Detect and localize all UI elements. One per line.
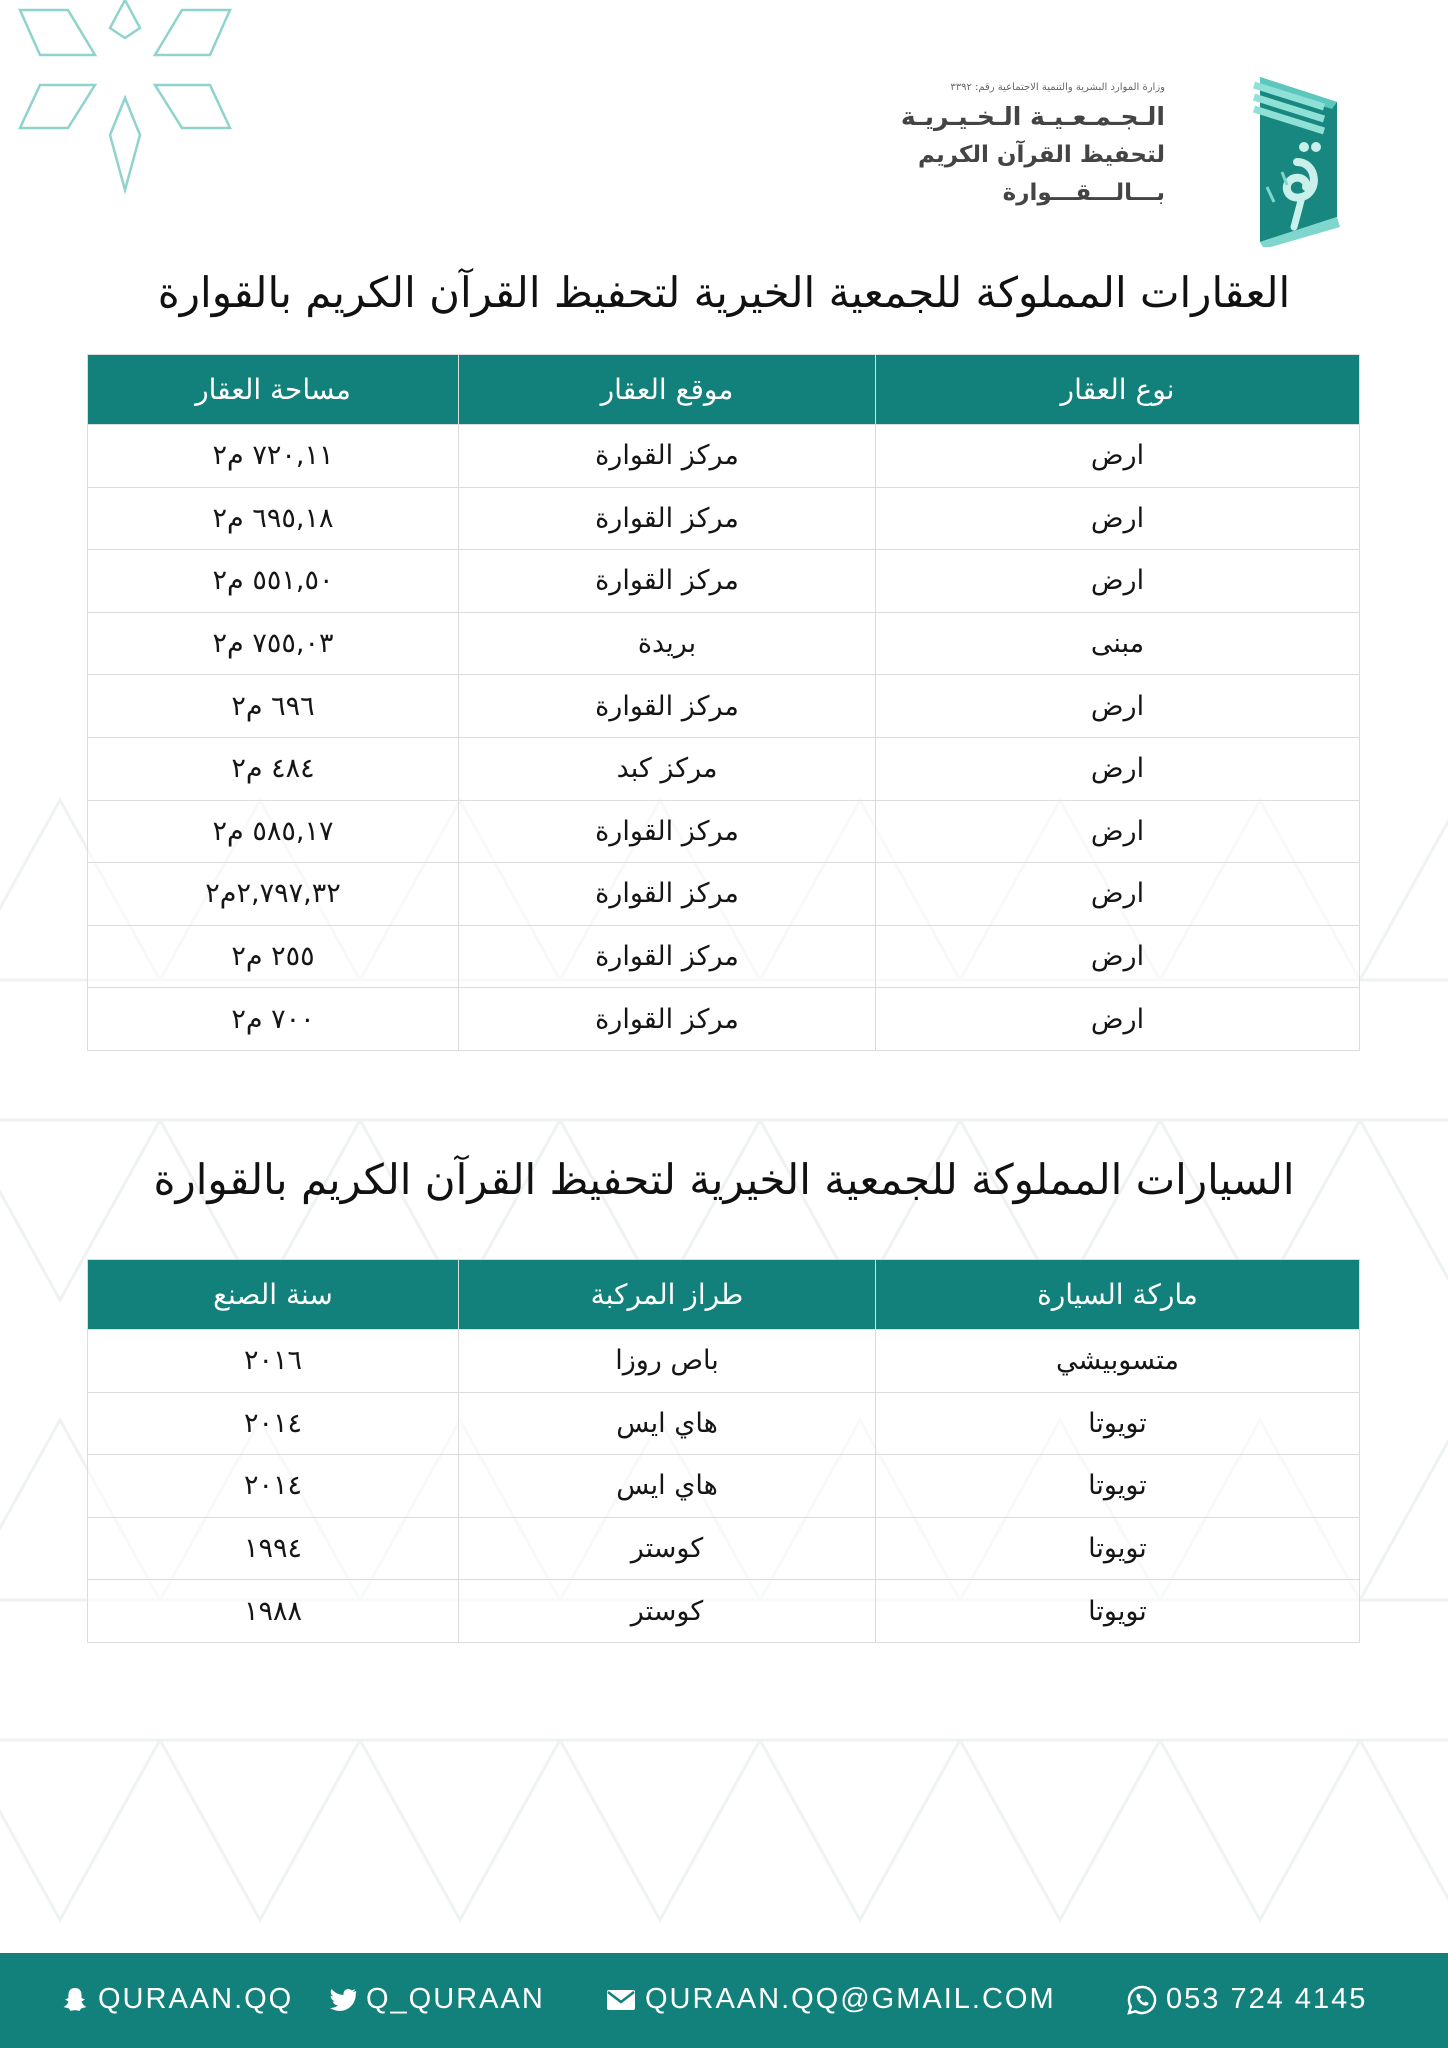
decorative-star-icon <box>10 0 240 195</box>
table-row <box>88 988 1360 1051</box>
whatsapp-icon <box>1126 1984 1158 2016</box>
property-type-cell: ارض <box>876 863 1360 926</box>
property-area-cell: ٦٩٦ م٢ <box>88 675 459 738</box>
ministry-registration-text: وزارة الموارد البشرية والتنمية الاجتماعية رقم: ٣٣٩٢ <box>950 82 1165 93</box>
vehicle-brand-cell: تويوتا <box>876 1517 1360 1580</box>
footer-phone-text: 053 724 4145 <box>1166 1983 1368 2015</box>
footer-twitter-link[interactable] <box>328 1983 545 2016</box>
table-row <box>88 487 1360 550</box>
property-location-cell: مركز القوارة <box>459 988 876 1051</box>
property-location-cell: مركز القوارة <box>459 425 876 488</box>
vehicle-model-cell: كوستر <box>459 1517 876 1580</box>
property-area-cell: ٢,٧٩٧,٣٢م٢ <box>88 863 459 926</box>
logo-text-line-2: لتحفيظ القرآن الكريم <box>918 142 1165 168</box>
property-area-cell: ٢٥٥ م٢ <box>88 925 459 988</box>
property-location-cell: مركز القوارة <box>459 863 876 926</box>
vehicles-section-title: السيارات المملوكة للجمعية الخيرية لتحفيظ القرآن الكريم بالقوارة <box>153 1155 1295 1204</box>
vehicle-model-cell: هاي ايس <box>459 1455 876 1518</box>
vehicle-year-cell: ٢٠١٤ <box>88 1455 459 1518</box>
table-row <box>88 1580 1360 1643</box>
vehicle-year-cell: ١٩٩٤ <box>88 1517 459 1580</box>
property-area-cell: ٧٥٥,٠٣ م٢ <box>88 612 459 675</box>
quran-book-logo-icon <box>1242 67 1352 247</box>
table-row <box>88 925 1360 988</box>
table-row <box>88 550 1360 613</box>
property-location-cell: مركز القوارة <box>459 550 876 613</box>
property-area-cell: ٧٠٠ م٢ <box>88 988 459 1051</box>
snapchat-icon <box>60 1985 90 2015</box>
property-type-cell: ارض <box>876 550 1360 613</box>
logo-text-line-1: الـجـمـعـيـة الـخـيـريـة <box>900 102 1165 131</box>
property-type-cell: ارض <box>876 487 1360 550</box>
header-property-type: نوع العقار <box>876 355 1360 425</box>
organization-logo <box>900 62 1360 247</box>
table-row <box>88 425 1360 488</box>
table-row <box>88 737 1360 800</box>
property-area-cell: ٦٩٥,١٨ م٢ <box>88 487 459 550</box>
vehicle-brand-cell: تويوتا <box>876 1455 1360 1518</box>
twitter-icon <box>328 1986 358 2014</box>
footer-twitter-text: Q_QURAAN <box>366 1983 545 2015</box>
vehicle-brand-cell: متسوبيشي <box>876 1330 1360 1393</box>
table-header-row <box>88 1260 1360 1330</box>
property-type-cell: ارض <box>876 925 1360 988</box>
contact-footer <box>0 1953 1448 2048</box>
logo-text-line-3: بـــالـــقـــوارة <box>1002 180 1165 206</box>
property-type-cell: ارض <box>876 737 1360 800</box>
property-area-cell: ٧٢٠,١١ م٢ <box>88 425 459 488</box>
vehicle-year-cell: ١٩٨٨ <box>88 1580 459 1643</box>
footer-email-link[interactable] <box>605 1983 1056 2016</box>
property-location-cell: مركز القوارة <box>459 925 876 988</box>
footer-phone-link[interactable] <box>1126 1983 1367 2016</box>
table-row <box>88 1392 1360 1455</box>
vehicle-brand-cell: تويوتا <box>876 1392 1360 1455</box>
header-property-area: مساحة العقار <box>88 355 459 425</box>
table-row <box>88 1455 1360 1518</box>
table-row <box>88 863 1360 926</box>
vehicle-model-cell: كوستر <box>459 1580 876 1643</box>
email-icon <box>605 1987 637 2013</box>
properties-section-title: العقارات المملوكة للجمعية الخيرية لتحفيظ القرآن الكريم بالقوارة <box>157 268 1291 317</box>
property-type-cell: مبنى <box>876 612 1360 675</box>
table-row <box>88 612 1360 675</box>
table-row <box>88 1517 1360 1580</box>
vehicle-model-cell: هاي ايس <box>459 1392 876 1455</box>
table-row <box>88 1330 1360 1393</box>
property-area-cell: ٤٨٤ م٢ <box>88 737 459 800</box>
vehicle-model-cell: باص روزا <box>459 1330 876 1393</box>
footer-snapchat-link[interactable] <box>60 1983 293 2016</box>
property-location-cell: مركز كبد <box>459 737 876 800</box>
property-type-cell: ارض <box>876 800 1360 863</box>
property-area-cell: ٥٨٥,١٧ م٢ <box>88 800 459 863</box>
property-type-cell: ارض <box>876 675 1360 738</box>
header-vehicle-brand: ماركة السيارة <box>876 1260 1360 1330</box>
footer-email-text: QURAAN.QQ@GMAIL.COM <box>645 1983 1056 2015</box>
vehicles-table <box>87 1259 1360 1643</box>
property-type-cell: ارض <box>876 988 1360 1051</box>
table-header-row <box>88 355 1360 425</box>
property-location-cell: بريدة <box>459 612 876 675</box>
property-area-cell: ٥٥١,٥٠ م٢ <box>88 550 459 613</box>
header-property-location: موقع العقار <box>459 355 876 425</box>
vehicle-year-cell: ٢٠١٦ <box>88 1330 459 1393</box>
properties-table <box>87 354 1360 1051</box>
vehicle-year-cell: ٢٠١٤ <box>88 1392 459 1455</box>
table-row <box>88 800 1360 863</box>
footer-snapchat-text: QURAAN.QQ <box>98 1983 294 2015</box>
header-vehicle-model: طراز المركبة <box>459 1260 876 1330</box>
property-location-cell: مركز القوارة <box>459 675 876 738</box>
property-location-cell: مركز القوارة <box>459 487 876 550</box>
property-location-cell: مركز القوارة <box>459 800 876 863</box>
vehicle-brand-cell: تويوتا <box>876 1580 1360 1643</box>
property-type-cell: ارض <box>876 425 1360 488</box>
table-row <box>88 675 1360 738</box>
header-vehicle-year: سنة الصنع <box>88 1260 459 1330</box>
